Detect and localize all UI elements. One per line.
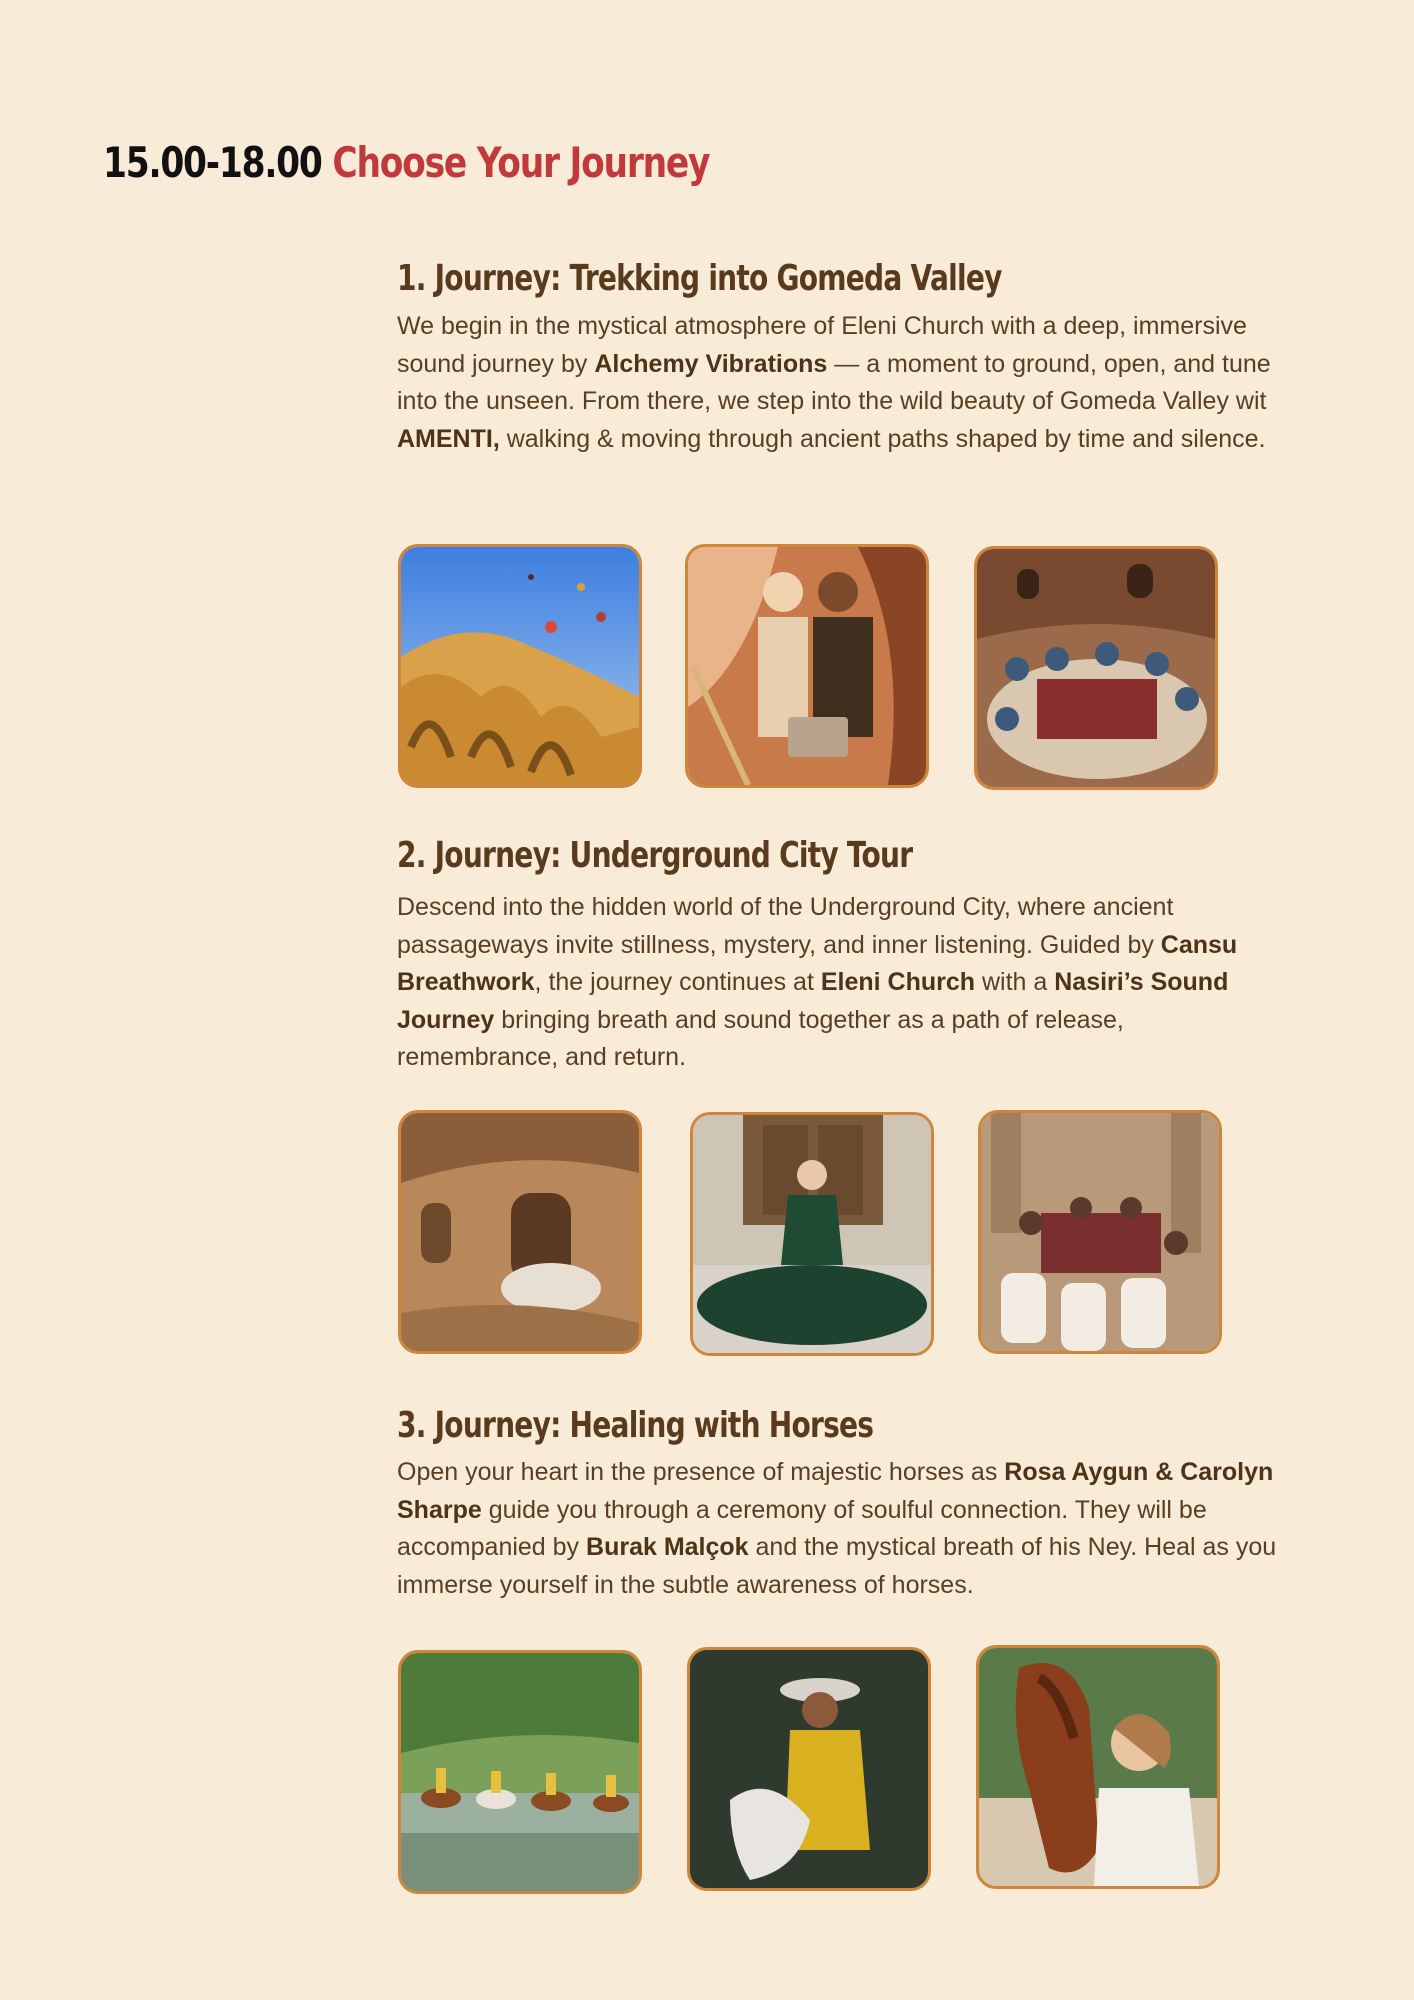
guide-name: AMENTI, xyxy=(397,424,500,453)
guide-name: Cansu Breathwork xyxy=(397,930,1238,996)
cave-sound-circle-photo xyxy=(974,546,1218,790)
schedule-time: 15.00-18.00 xyxy=(103,138,322,187)
guide-name: Rosa Aygun & Carolyn Sharpe xyxy=(397,1458,1274,1524)
page-heading xyxy=(103,138,709,187)
man-with-horse-photo xyxy=(687,1647,931,1891)
journey-3-title: 3. Journey: Healing with Horses xyxy=(397,1405,874,1446)
venue-name: Eleni Church xyxy=(820,968,976,996)
journey-3-description: Open your heart in the presence of majestic horses as Rosa Aygun & Carolyn Sharpe guide you through a ceremony of soulful connection. They will be accompanied by Burak Malçok and the mystical breath of his Ney. Heal as you immerse yourself in the subtle awareness of horses. xyxy=(397,1458,1277,1599)
riders-in-river-photo xyxy=(398,1650,642,1894)
cappadocia-valley-balloons-photo xyxy=(398,544,642,788)
church-circle-gathering-photo xyxy=(978,1110,1222,1354)
guide-name: Burak Malçok xyxy=(586,1533,749,1561)
journey-2-title: 2. Journey: Underground City Tour xyxy=(397,835,913,876)
journey-1-title: 1. Journey: Trekking into Gomeda Valley xyxy=(397,258,1002,299)
guide-name: Nasiri’s Sound Journey xyxy=(397,968,1229,1034)
underground-city-photo xyxy=(398,1110,642,1354)
guide-name: Alchemy Vibrations xyxy=(594,349,828,378)
woman-green-dress-photo xyxy=(690,1112,934,1356)
woman-with-horse-photo xyxy=(976,1645,1220,1889)
harp-musicians-photo xyxy=(685,544,929,788)
journey-2-description: Descend into the hidden world of the Underground City, where ancient passageways invite stillness, mystery, and inner listening. Guided by Cansu Breathwork, the journey continues at Eleni Church with a Nasiri’s Sound Journey bringing breath and sound together as a path of release, remembrance, and return. xyxy=(397,893,1238,1071)
page-title: Choose Your Journey xyxy=(332,138,710,187)
journey-1-description: We begin in the mystical atmosphere of Eleni Church with a deep, immersive sound journey by Alchemy Vibrations — a moment to ground, open, and tune into the unseen. From there, we step into the wild beauty of Gomeda Valley wit AMENTI, walking & moving through ancient paths shaped by time and silence. xyxy=(397,312,1271,453)
